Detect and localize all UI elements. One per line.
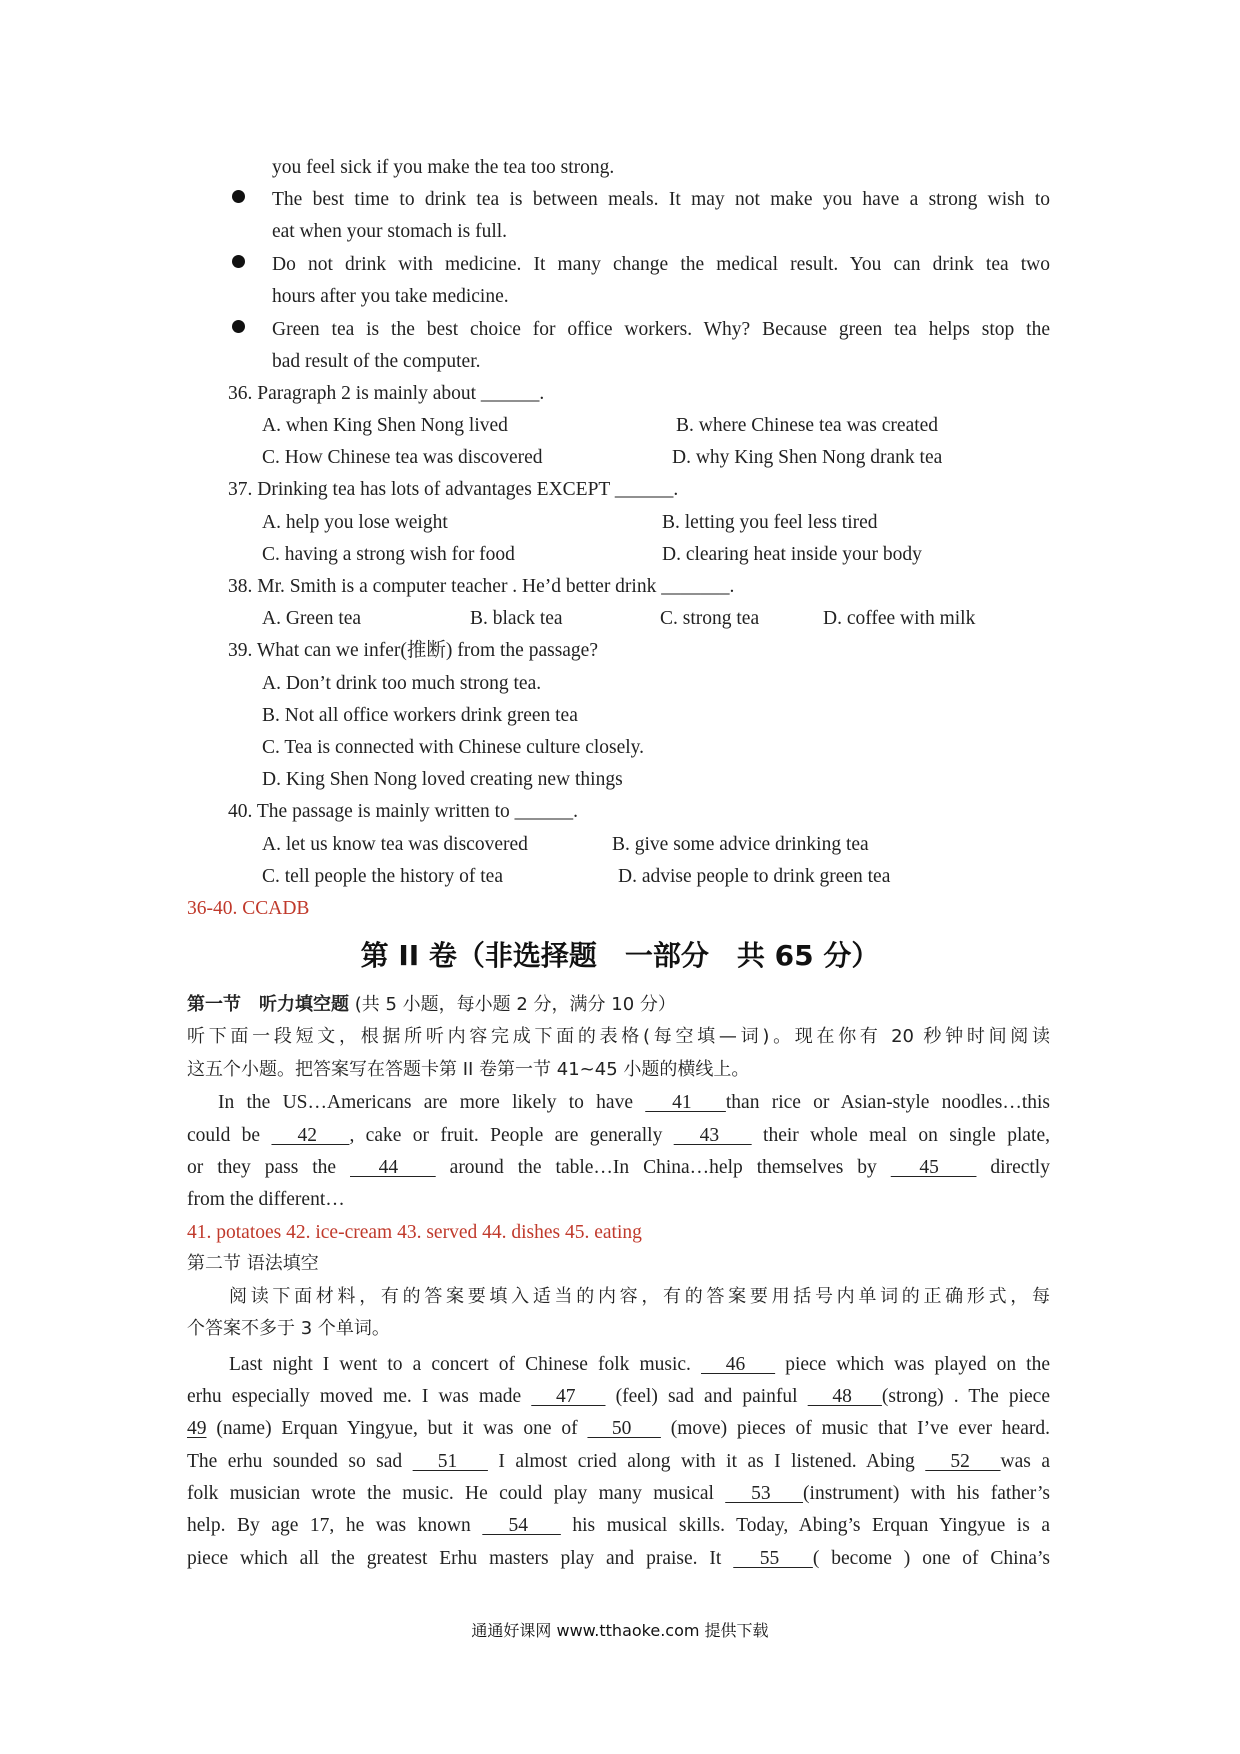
- grammar-text-line: [187, 1516, 1050, 1536]
- blank-41: 41: [645, 1092, 726, 1113]
- listening-heading: [187, 996, 676, 1014]
- passage-line: bad result of the computer.: [272, 351, 481, 372]
- question-36-option-a: A. when King Shen Nong lived: [262, 415, 508, 436]
- blank-52: 52: [925, 1451, 1001, 1472]
- blank-45: 45: [890, 1157, 977, 1178]
- passage-line: Do not drink with medicine. It many change the medical result. You can drink tea two: [272, 254, 1050, 275]
- text-segment: (instrument) with his father’s: [803, 1483, 1050, 1504]
- text-segment: piece which all the greatest Erhu masters play and praise. It: [187, 1548, 734, 1569]
- passage-line: The best time to drink tea is between meals. It may not make you have a strong wish to: [272, 189, 1050, 210]
- text-segment: I almost cried along with it as I listened. Abing: [487, 1451, 926, 1472]
- text-segment: (name) Erquan Yingyue, but it was one of: [206, 1418, 588, 1439]
- question-39-option-b: B. Not all office workers drink green tea: [262, 705, 578, 726]
- blank-54: 54: [482, 1515, 561, 1536]
- grammar-text-line: [187, 1452, 1050, 1472]
- text-segment: ( become ) one of China’s: [812, 1548, 1050, 1569]
- passage-line: you feel sick if you make the tea too strong.: [272, 157, 615, 178]
- blank-55: 55: [733, 1548, 813, 1569]
- text-segment: was a: [1000, 1451, 1050, 1472]
- listening-heading-bold: 第一节 听力填空题: [187, 994, 349, 1015]
- text-segment: could be: [187, 1125, 272, 1146]
- text-segment: help. By age 17, he was known: [187, 1515, 483, 1536]
- bullet-icon: [232, 255, 245, 268]
- answer-key-36-40: 36-40. CCADB: [187, 898, 310, 919]
- blank-51: 51: [412, 1451, 488, 1472]
- bullet-icon: [232, 320, 245, 333]
- question-37-option-a: A. help you lose weight: [262, 512, 448, 533]
- question-37-option-b: B. letting you feel less tired: [662, 512, 878, 533]
- text-segment: erhu especially moved me. I was made: [187, 1386, 532, 1407]
- listening-instruction: 这五个小题。把答案写在答题卡第 II 卷第一节 41~45 小题的横线上。: [187, 1059, 750, 1080]
- listening-text-line: from the different…: [187, 1189, 345, 1210]
- grammar-instruction: 阅读下面材料，有的答案要填入适当的内容，有的答案要用括号内单词的正确形式，每: [229, 1286, 1050, 1307]
- question-37-option-c: C. having a strong wish for food: [262, 544, 515, 565]
- listening-text-line: [187, 1126, 1050, 1146]
- grammar-text-line: [187, 1419, 1050, 1439]
- question-38-option-b: B. black tea: [470, 608, 563, 629]
- blank-42: 42: [271, 1125, 350, 1146]
- question-40-option-a: A. let us know tea was discovered: [262, 834, 528, 855]
- listening-text-line: [218, 1093, 1050, 1113]
- question-39-option-c: C. Tea is connected with Chinese culture closely.: [262, 737, 645, 758]
- question-36-stem: 36. Paragraph 2 is mainly about ______.: [228, 383, 545, 404]
- bullet-icon: [232, 190, 245, 203]
- grammar-text-line: [229, 1355, 1050, 1375]
- text-segment: around the table…In China…help themselves by: [435, 1157, 891, 1178]
- blank-44: 44: [350, 1157, 436, 1178]
- text-segment: The erhu sounded so sad: [187, 1451, 413, 1472]
- text-segment: (feel) sad and painful: [605, 1386, 808, 1407]
- text-segment: In the US…Americans are more likely to have: [218, 1092, 646, 1113]
- blank-50: 50: [587, 1418, 661, 1439]
- text-segment: his musical skills. Today, Abing’s Erquan Yingyue is a: [560, 1515, 1050, 1536]
- question-38-stem: 38. Mr. Smith is a computer teacher . He’d better drink _______.: [228, 576, 735, 597]
- blank-48: 48: [807, 1386, 882, 1407]
- question-37-stem: 37. Drinking tea has lots of advantages EXCEPT ______.: [228, 479, 679, 500]
- passage-line: Green tea is the best choice for office workers. Why? Because green tea helps stop the: [272, 319, 1050, 340]
- question-39-option-a: A. Don’t drink too much strong tea.: [262, 673, 542, 694]
- passage-line: eat when your stomach is full.: [272, 221, 508, 242]
- question-40-option-d: D. advise people to drink green tea: [618, 866, 891, 887]
- question-39-stem: 39. What can we infer(推断) from the passage?: [228, 640, 598, 661]
- listening-heading-rest: (共 5 小题，每小题 2 分，满分 10 分）: [349, 994, 676, 1015]
- passage-line: hours after you take medicine.: [272, 286, 509, 307]
- grammar-heading: 第二节 语法填空: [187, 1253, 319, 1274]
- blank-53: 53: [725, 1483, 804, 1504]
- page-footer: 通通好课网 www.tthaoke.com 提供下载: [471, 1621, 769, 1640]
- blank-47: 47: [531, 1386, 606, 1407]
- question-40-option-c: C. tell people the history of tea: [262, 866, 503, 887]
- blank-43: 43: [673, 1125, 752, 1146]
- blank-46: 46: [701, 1354, 776, 1375]
- question-38-option-c: C. strong tea: [660, 608, 760, 629]
- answer-key-41-45: 41. potatoes 42. ice-cream 43. served 44. dishes 45. eating: [187, 1222, 642, 1243]
- blank-49: 49: [187, 1418, 207, 1439]
- question-40-stem: 40. The passage is mainly written to ______.: [228, 801, 579, 822]
- grammar-text-line: [187, 1549, 1050, 1569]
- question-36-option-d: D. why King Shen Nong drank tea: [672, 447, 943, 468]
- text-segment: (strong) . The piece: [881, 1386, 1050, 1407]
- question-38-option-d: D. coffee with milk: [823, 608, 976, 629]
- grammar-text-line: [187, 1387, 1050, 1407]
- text-segment: than rice or Asian-style noodles…this: [725, 1092, 1050, 1113]
- question-36-option-c: C. How Chinese tea was discovered: [262, 447, 543, 468]
- question-40-option-b: B. give some advice drinking tea: [612, 834, 869, 855]
- text-segment: piece which was played on the: [775, 1354, 1050, 1375]
- text-segment: directly: [976, 1157, 1050, 1178]
- grammar-instruction: 个答案不多于 3 个单词。: [187, 1318, 390, 1339]
- text-segment: , cake or fruit. People are generally: [349, 1125, 674, 1146]
- question-37-option-d: D. clearing heat inside your body: [662, 544, 922, 565]
- grammar-text-line: [187, 1484, 1050, 1504]
- question-38-option-a: A. Green tea: [262, 608, 362, 629]
- text-segment: their whole meal on single plate,: [751, 1125, 1050, 1146]
- text-segment: Last night I went to a concert of Chinese folk music.: [229, 1354, 702, 1375]
- listening-text-line: [187, 1158, 1050, 1178]
- question-39-option-d: D. King Shen Nong loved creating new things: [262, 769, 623, 790]
- question-36-option-b: B. where Chinese tea was created: [676, 415, 939, 436]
- listening-instruction: 听下面一段短文，根据所听内容完成下面的表格(每空填—词)。现在你有 20 秒钟时间阅读: [187, 1026, 1050, 1047]
- section-title: 第 II 卷（非选择题 一部分 共 65 分）: [360, 939, 880, 972]
- text-segment: folk musician wrote the music. He could play many musical: [187, 1483, 726, 1504]
- text-segment: or they pass the: [187, 1157, 350, 1178]
- text-segment: (move) pieces of music that I’ve ever heard.: [660, 1418, 1050, 1439]
